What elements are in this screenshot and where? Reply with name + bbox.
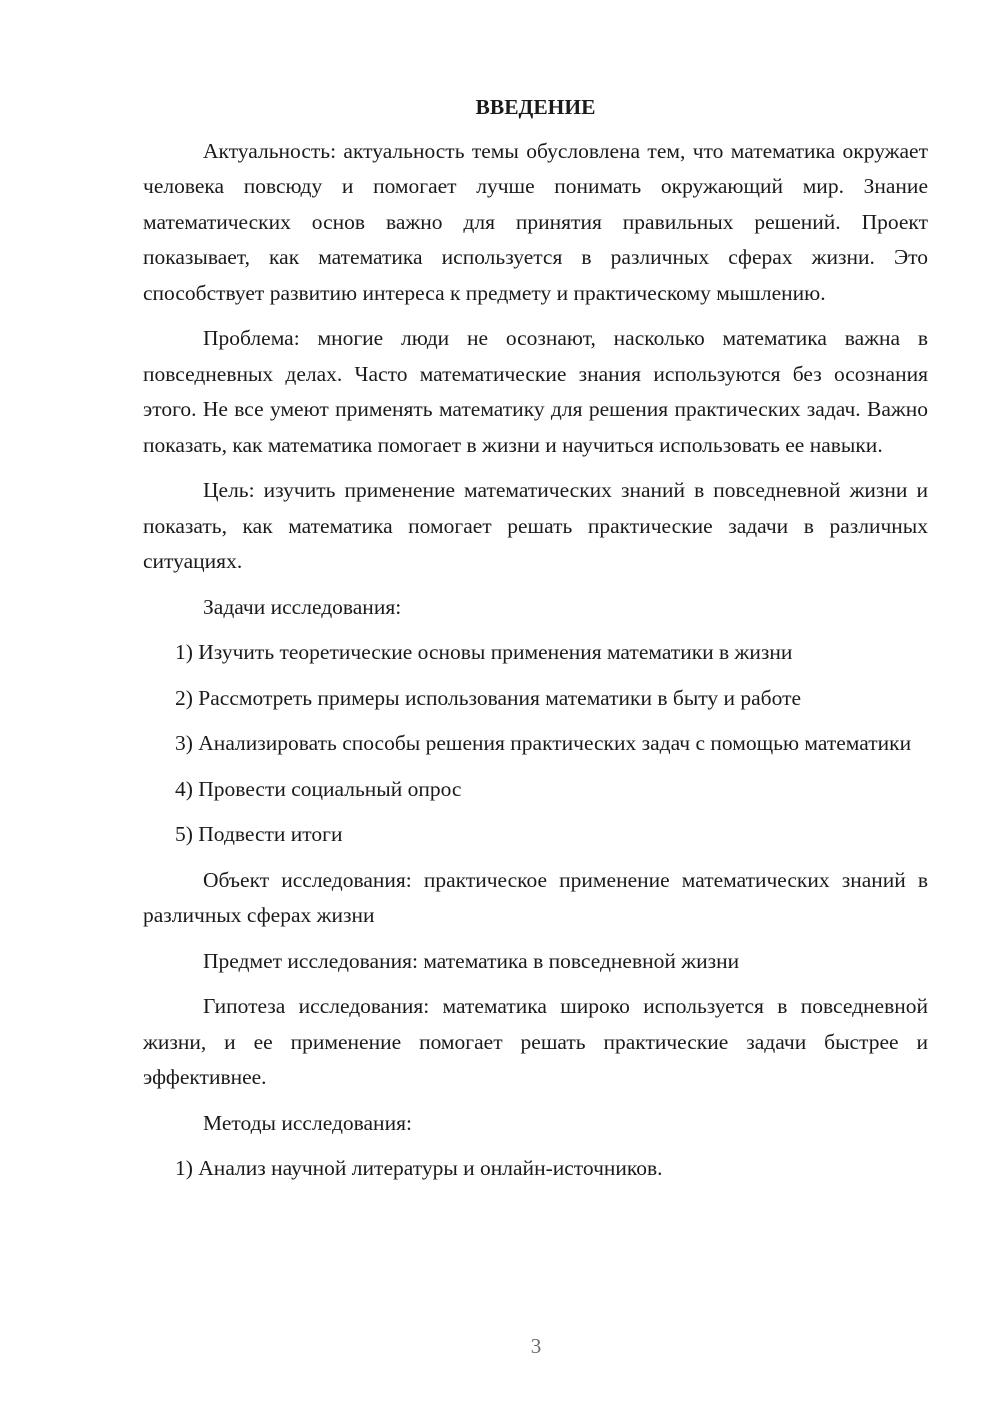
page-number: 3 — [530, 1334, 542, 1358]
goal-paragraph: Цель: изучить применение математических знаний в повседневной жизни и показать, как математика помогает решать практические задачи в различных ситуациях. — [143, 478, 928, 573]
hypothesis-paragraph: Гипотеза исследования: математика широко используется в повседневной жизни, и ее применение помогает решать практические задачи быстрее и эффективнее. — [143, 994, 928, 1089]
page-title: ВВЕДЕНИЕ — [475, 95, 596, 119]
task-item: 5) Подвести итоги — [175, 822, 343, 846]
task-item: 4) Провести социальный опрос — [175, 776, 462, 801]
problem-paragraph: Проблема: многие люди не осознают, насколько математика важна в повседневных делах. Часто математические знания используются без осознания этого. Не все умеют применять математику для решения практических задач. Важно показать, как математика помогает в жизни и научиться использовать ее навыки. — [143, 326, 928, 457]
methods-heading: Методы исследования: — [203, 1110, 412, 1135]
tasks-heading: Задачи исследования: — [203, 594, 402, 619]
relevance-paragraph: Актуальность: актуальность темы обусловлена тем, что математика окружает человека повсюду и помогает лучше понимать окружающий мир. Знание математических основ важно для принятия правильных решений. Проект показывает, как математика используется в различных сферах жизни. Это способствует развитию интереса к предмету и практическому мышлению. — [143, 138, 928, 305]
document-page — [143, 90, 928, 1197]
subject-paragraph: Предмет исследования: математика в повседневной жизни — [203, 948, 740, 973]
task-item: 3) Анализировать способы решения практических задач с помощью математики — [175, 731, 912, 755]
task-item: 2) Рассмотреть примеры использования математики в быту и работе — [175, 685, 802, 710]
task-item: 1) Изучить теоретические основы применения математики в жизни — [175, 640, 793, 664]
method-item: 1) Анализ научной литературы и онлайн-источников. — [175, 1156, 663, 1180]
object-paragraph: Объект исследования: практическое применение математических знаний в различных сферах жизни — [143, 867, 928, 927]
